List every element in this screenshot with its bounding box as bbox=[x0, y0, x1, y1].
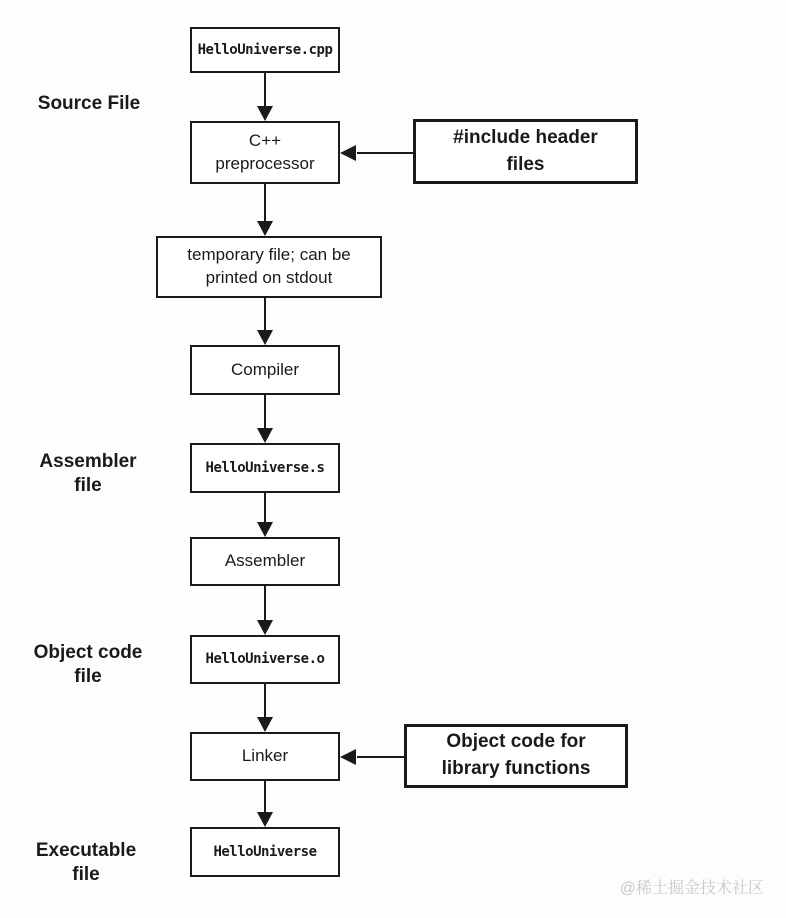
arrow-objectfile-to-linker bbox=[257, 684, 273, 732]
stage-label-assembler-line1: Assembler bbox=[39, 451, 137, 472]
node-assembler bbox=[190, 537, 340, 586]
node-object-file bbox=[190, 635, 340, 684]
node-compiler bbox=[190, 345, 340, 395]
node-object-code-lib-line2: library functions bbox=[441, 758, 591, 779]
arrow-tempfile-to-compiler bbox=[257, 298, 273, 345]
node-include-headers bbox=[413, 119, 638, 184]
arrow-includes-to-preprocessor bbox=[340, 145, 413, 161]
node-temp-file-line1: temporary file; can be bbox=[187, 245, 351, 265]
stage-label-object-code-line2: file bbox=[74, 666, 102, 687]
arrow-objectlib-to-linker bbox=[340, 749, 404, 765]
node-executable bbox=[190, 827, 340, 877]
stage-label-source-file bbox=[19, 92, 159, 116]
node-object-file-label: HelloUniverse.o bbox=[205, 651, 325, 668]
stage-label-source-file-text: Source File bbox=[37, 93, 141, 114]
node-preprocessor-line1: C++ bbox=[248, 130, 282, 150]
arrow-assembler-to-objectfile bbox=[257, 586, 273, 635]
node-compiler-label: Compiler bbox=[230, 359, 300, 379]
node-preprocessor bbox=[190, 121, 340, 184]
stage-label-object-code-line1: Object code bbox=[33, 642, 143, 663]
node-source-file-label: HelloUniverse.cpp bbox=[197, 41, 333, 58]
node-executable-label: HelloUniverse bbox=[213, 843, 317, 860]
node-preprocessor-line2: preprocessor bbox=[215, 153, 315, 173]
node-linker bbox=[190, 732, 340, 781]
node-include-headers-line2: files bbox=[506, 153, 545, 175]
arrow-assemblerfile-to-assembler bbox=[257, 493, 273, 537]
node-assembler-label: Assembler bbox=[224, 551, 306, 571]
node-temp-file bbox=[156, 236, 382, 298]
node-assembler-file bbox=[190, 443, 340, 493]
stage-label-object-code-file bbox=[18, 641, 158, 689]
stage-label-assembler-line2: file bbox=[74, 475, 102, 496]
arrow-compiler-to-assemblerfile bbox=[257, 395, 273, 443]
arrow-preprocessor-to-tempfile bbox=[257, 184, 273, 236]
stage-label-executable-file bbox=[16, 839, 156, 887]
node-object-code-lib bbox=[404, 724, 628, 788]
node-temp-file-line2: printed on stdout bbox=[205, 268, 333, 287]
node-object-code-lib-line1: Object code for bbox=[446, 731, 586, 753]
node-source-file bbox=[190, 27, 340, 73]
node-include-headers-line1: #include header bbox=[453, 126, 598, 148]
arrow-linker-to-executable bbox=[257, 781, 273, 827]
node-linker-label: Linker bbox=[241, 746, 289, 766]
stage-label-executable-line2: file bbox=[72, 864, 100, 885]
stage-label-executable-line1: Executable bbox=[35, 840, 137, 861]
watermark: @稀土掘金技术社区 bbox=[619, 880, 764, 897]
node-assembler-file-label: HelloUniverse.s bbox=[205, 459, 325, 476]
arrow-cpp-to-preprocessor bbox=[257, 73, 273, 121]
stage-label-assembler-file bbox=[18, 450, 158, 498]
